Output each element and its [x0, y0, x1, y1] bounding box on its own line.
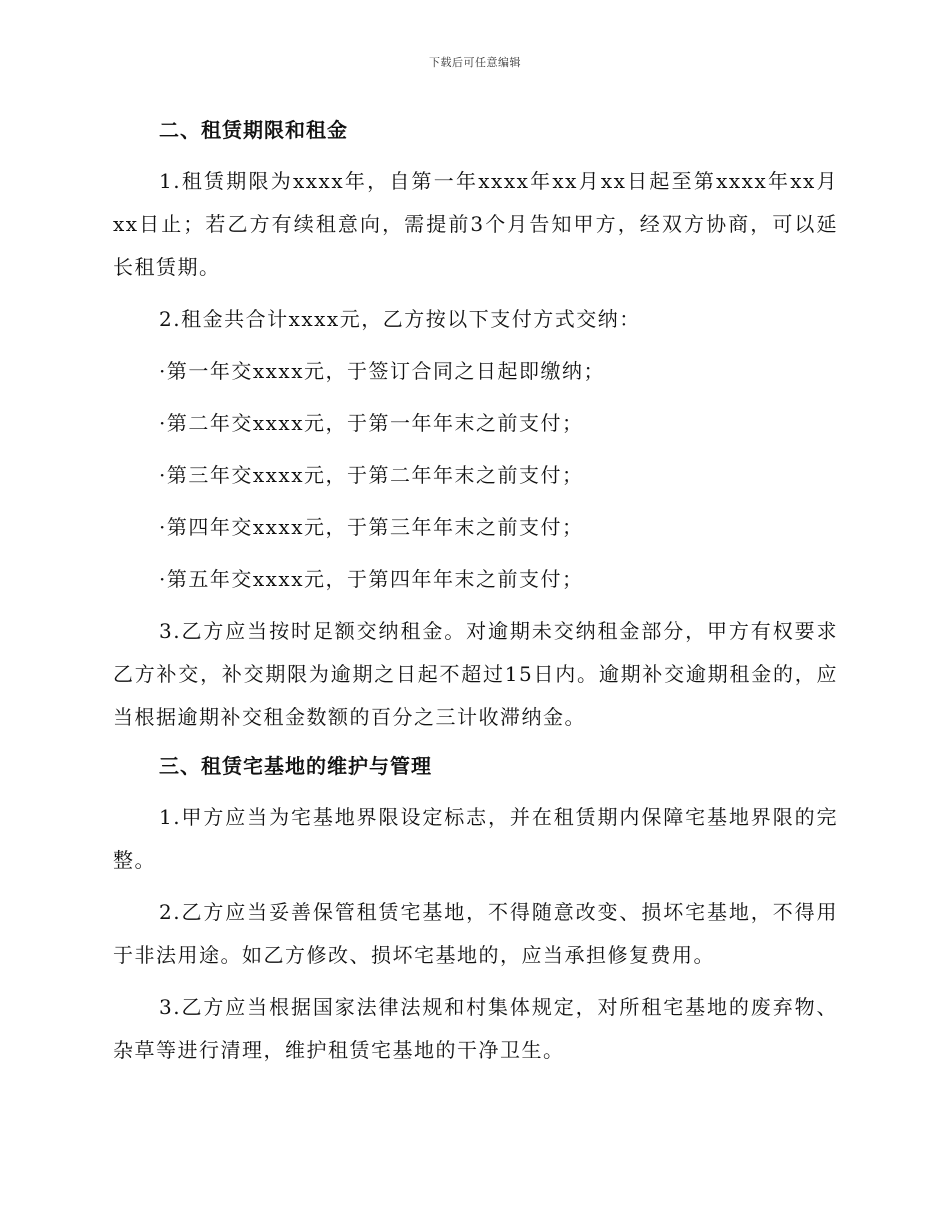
payment-item-year-2: ·第二年交xxxx元，于第一年年末之前支付； — [159, 411, 584, 435]
payment-item-year-3: ·第三年交xxxx元，于第二年年末之前支付； — [159, 463, 584, 487]
payment-item-year-4: ·第四年交xxxx元，于第三年年末之前支付； — [159, 515, 584, 539]
section-2-paragraph-3: 3.乙方应当按时足额交纳租金。对逾期未交纳租金部分，甲方有权要求乙方补交，补交期限为逾期之日起不超过15日内。逾期补交逾期租金的，应当根据逾期补交租金数额的百分之三计收滞纳金。 — [113, 619, 838, 729]
section-3-paragraph-3: 3.乙方应当根据国家法律法规和村集体规定，对所租宅基地的废弃物、杂草等进行清理，维护租赁宅基地的干净卫生。 — [113, 995, 838, 1062]
page-header: 下载后可任意编辑 — [429, 56, 521, 69]
document-body — [113, 112, 838, 1072]
section-3-paragraph-2: 2.乙方应当妥善保管租赁宅基地，不得随意改变、损坏宅基地，不得用于非法用途。如乙方修改、损坏宅基地的，应当承担修复费用。 — [113, 900, 838, 967]
section-2-paragraph-1: 1.租赁期限为xxxx年，自第一年xxxx年xx月xx日起至第xxxx年xx月xx日止；若乙方有续租意向，需提前3个月告知甲方，经双方协商，可以延长租赁期。 — [113, 169, 838, 279]
section-2-paragraph-2: 2.租金共合计xxxx元，乙方按以下支付方式交纳： — [159, 307, 641, 331]
payment-item-year-1: ·第一年交xxxx元，于签订合同之日起即缴纳； — [159, 359, 605, 383]
payment-item-year-5: ·第五年交xxxx元，于第四年年末之前支付； — [159, 567, 584, 591]
section-2-title: 二、租赁期限和租金 — [159, 118, 348, 142]
section-3-title: 三、租赁宅基地的维护与管理 — [159, 754, 432, 778]
section-3-paragraph-1: 1.甲方应当为宅基地界限设定标志，并在租赁期内保障宅基地界限的完整。 — [113, 805, 838, 872]
